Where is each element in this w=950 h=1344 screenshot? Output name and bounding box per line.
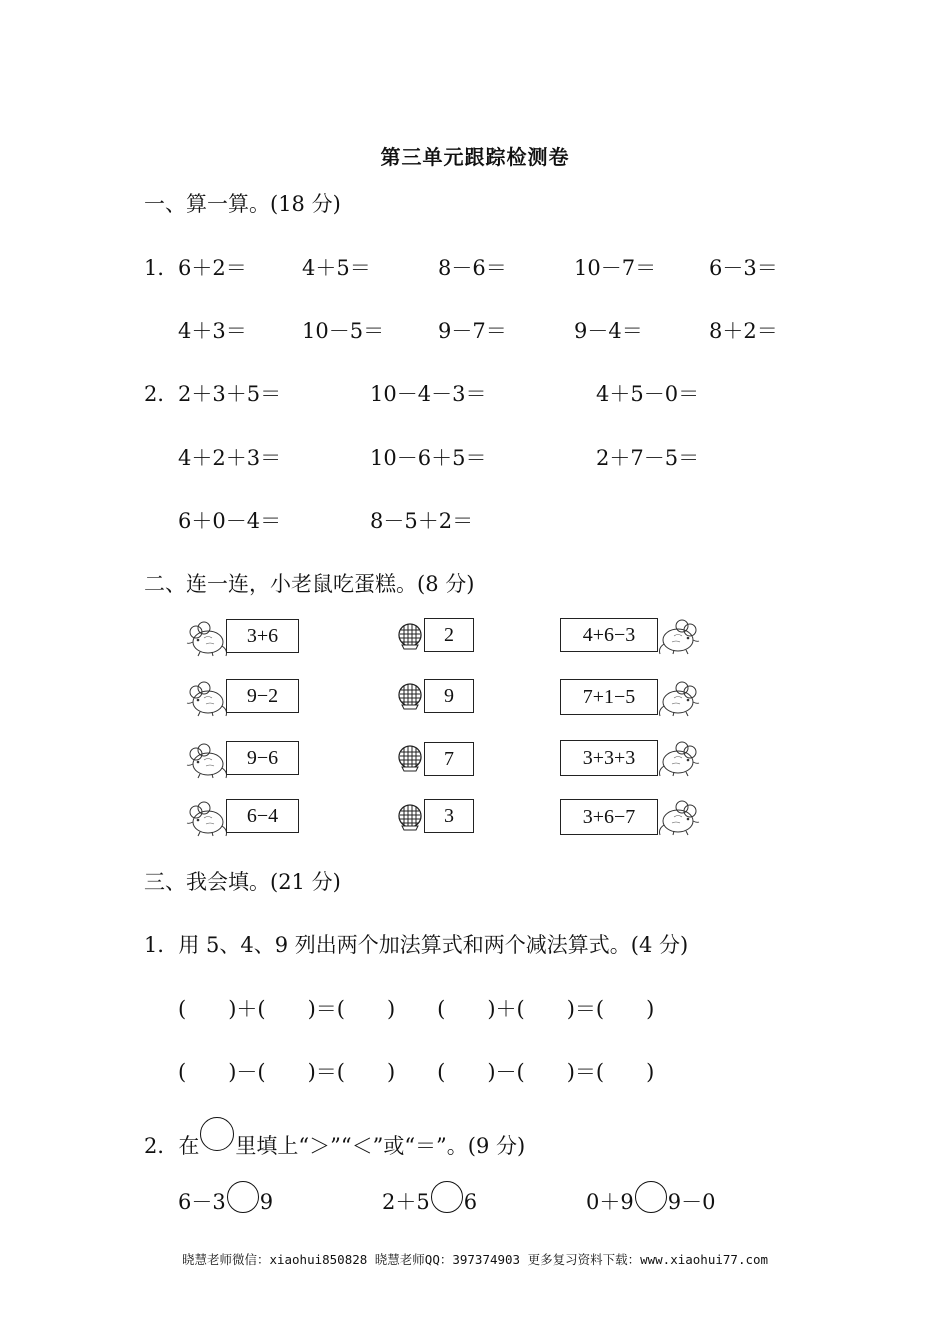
q3-2-suffix: 里填上“＞”“＜”或“＝”。(9 分) <box>235 1134 526 1158</box>
mouse-icon <box>184 798 230 838</box>
compare-3-circle[interactable] <box>635 1181 667 1213</box>
compare-3-right: 9－0 <box>667 1190 716 1214</box>
compare-2-left: 2＋5 <box>382 1190 430 1214</box>
q1-r1-c2: 4＋5＝ <box>302 256 371 280</box>
cake-icon <box>396 621 424 651</box>
compare-2-circle[interactable] <box>431 1181 463 1213</box>
footer-contact: 晓慧老师微信：xiaohui850828 晓慧老师QQ：397374903 更多复习资料下载：www.xiaohui77.com <box>181 1252 769 1267</box>
addition-row[interactable]: ( )＋( )＝( ) ( )＋( )＝( ) <box>178 997 655 1021</box>
cake-icon <box>396 802 424 832</box>
q1-r2-c4: 9－4＝ <box>574 319 643 343</box>
cake-icon <box>396 681 424 711</box>
left-box-4[interactable]: 6−4 <box>226 799 299 833</box>
page-title: 第三单元跟踪检测卷 <box>380 145 570 169</box>
left-box-3[interactable]: 9−6 <box>226 741 299 775</box>
q1-r1-c1: 6＋2＝ <box>178 256 247 280</box>
section1-heading: 一、算一算。(18 分) <box>144 192 341 216</box>
mouse-icon <box>656 616 702 656</box>
compare-2-right: 6 <box>463 1190 478 1214</box>
q2-r1-c2: 10－4－3＝ <box>370 382 487 406</box>
cake-box-2[interactable]: 9 <box>424 679 474 713</box>
q1-label: 1． <box>144 256 179 280</box>
q1-r2-c3: 9－7＝ <box>438 319 507 343</box>
mouse-icon <box>184 618 230 658</box>
right-box-1[interactable]: 4+6−3 <box>560 618 658 652</box>
section3-heading: 三、我会填。(21 分) <box>144 870 341 894</box>
compare-1-circle[interactable] <box>227 1181 259 1213</box>
right-box-2[interactable]: 7+1−5 <box>560 679 658 715</box>
q3-2-line <box>144 1117 525 1160</box>
compare-3 <box>586 1181 715 1216</box>
q1-r2-c1: 4＋3＝ <box>178 319 247 343</box>
cake-box-3[interactable]: 7 <box>424 742 474 776</box>
mouse-icon <box>184 678 230 718</box>
compare-2 <box>382 1181 477 1216</box>
q3-1-text: 1．用 5、4、9 列出两个加法算式和两个减法算式。(4 分) <box>144 933 689 957</box>
q1-r1-c4: 10－7＝ <box>574 256 657 280</box>
mouse-icon <box>656 797 702 837</box>
mouse-icon <box>656 678 702 718</box>
cake-icon <box>396 743 424 773</box>
q2-r3-c2: 8－5＋2＝ <box>370 509 474 533</box>
right-box-3[interactable]: 3+3+3 <box>560 740 658 776</box>
subtraction-row[interactable]: ( )－( )＝( ) ( )－( )＝( ) <box>178 1060 655 1084</box>
q1-r1-c5: 6－3＝ <box>709 256 778 280</box>
compare-1 <box>178 1181 273 1216</box>
compare-3-left: 0＋9 <box>586 1190 634 1214</box>
circle-icon <box>200 1117 234 1151</box>
q1-r2-c2: 10－5＝ <box>302 319 385 343</box>
q1-r1-c3: 8－6＝ <box>438 256 507 280</box>
compare-1-left: 6－3 <box>178 1190 226 1214</box>
compare-1-right: 9 <box>259 1190 274 1214</box>
q2-r1-c3: 4＋5－0＝ <box>596 382 700 406</box>
right-box-4[interactable]: 3+6−7 <box>560 799 658 835</box>
q2-r2-c1: 4＋2＋3＝ <box>178 446 282 470</box>
left-box-2[interactable]: 9−2 <box>226 679 299 713</box>
q3-2-prefix: 2．在 <box>144 1134 200 1158</box>
q2-label: 2． <box>144 382 179 406</box>
left-box-1[interactable]: 3+6 <box>226 619 299 653</box>
mouse-icon <box>656 738 702 778</box>
cake-box-1[interactable]: 2 <box>424 618 474 652</box>
mouse-icon <box>184 740 230 780</box>
q2-r3-c1: 6＋0－4＝ <box>178 509 282 533</box>
q2-r2-c3: 2＋7－5＝ <box>596 446 700 470</box>
q2-r2-c2: 10－6＋5＝ <box>370 446 487 470</box>
section2-heading: 二、连一连，小老鼠吃蛋糕。(8 分) <box>144 572 475 596</box>
cake-box-4[interactable]: 3 <box>424 799 474 833</box>
q1-r2-c5: 8＋2＝ <box>709 319 778 343</box>
q2-r1-c1: 2＋3＋5＝ <box>178 382 282 406</box>
